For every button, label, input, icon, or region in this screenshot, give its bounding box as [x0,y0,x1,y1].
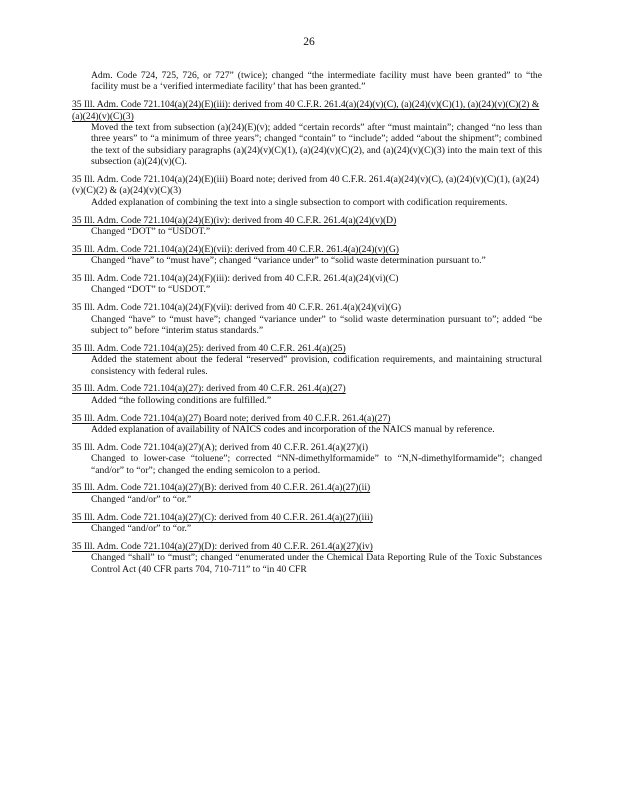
list-item [72,273,542,296]
list-item [72,482,542,505]
change-description: Changed “have” to “must have”; changed “variance under” to “solid waste determination pursuant to.” [91,255,486,267]
list-item [72,442,542,476]
change-description: Added the statement about the federal “reserved” provision, codification requirements, and maintaining structural consistency with federal rules. [91,354,542,377]
continued-description: Adm. Code 724, 725, 726, or 727” (twice); changed “the intermediate facility must have been granted” to “the facility must be a ‘verified intermediate facility’ that has been granted.” [91,70,542,93]
section-citation: 35 Ill. Adm. Code 721.104(a)(24)(F)(vii): derived from 40 C.F.R. 261.4(a)(24)(vi)(G) [72,302,402,314]
list-item [72,99,542,167]
list-item [72,512,542,535]
list-item [72,244,542,267]
change-description: Added explanation of availability of NAICS codes and incorporation of the NAICS manual by reference. [91,424,495,436]
section-citation: 35 Ill. Adm. Code 721.104(a)(27)(B): derived from 40 C.F.R. 261.4(a)(27)(ii) [72,482,371,494]
entry-list [72,99,542,575]
change-description: Moved the text from subsection (a)(24)(E)(v); added “certain records” after “must maintain”; changed “no less than three years” to “a minimum of three years”; changed “contain” to “include”; added “about the shipment”; combined the text of the subsidiary paragraphs (a)(24)(v)(C)(1), (a)(24)(v)(C)(2), and (a)(24)(v)(C)(3) into the main text of this subsection (a)(24)(v)(C). [91,122,542,168]
section-citation: 35 Ill. Adm. Code 721.104(a)(24)(E)(iii) Board note; derived from 40 C.F.R. 261.4(a)(24)(v)(C), (a)(24)(v)(C)(1), (a)(24)(v)(C)(2) & (a)(24)(v)(C)(3) [72,174,540,197]
change-description: Changed “have” to “must have”; changed “variance under” to “solid waste determination pursuant to”; added “be subject to” before “interim status standards.” [91,313,542,337]
change-description: Changed “shall” to “must”; changed “enumerated under the Chemical Data Reporting Rule of the Toxic Substances Control Act (40 CFR parts 704, 710-711” to “in 40 CFR [91,552,542,575]
section-citation: 35 Ill. Adm. Code 721.104(a)(24)(E)(iv): derived from 40 C.F.R. 261.4(a)(24)(v)(D) [72,214,397,226]
section-citation: 35 Ill. Adm. Code 721.104(a)(25): derived from 40 C.F.R. 261.4(a)(25) [72,342,346,354]
list-item [72,413,542,436]
list-item [72,174,542,208]
section-citation: 35 Ill. Adm. Code 721.104(a)(27): derived from 40 C.F.R. 261.4(a)(27) [72,383,346,395]
page-number: 26 [303,36,315,48]
section-citation: 35 Ill. Adm. Code 721.104(a)(24)(F)(iii): derived from 40 C.F.R. 261.4(a)(24)(vi)(C) [72,273,399,285]
section-citation: 35 Ill. Adm. Code 721.104(a)(24)(E)(vii): derived from 40 C.F.R. 261.4(a)(24)(v)(G) [72,243,399,255]
section-citation: 35 Ill. Adm. Code 721.104(a)(27)(A); derived from 40 C.F.R. 261.4(a)(27)(i) [72,441,369,453]
change-description: Changed “DOT” to “USDOT.” [91,226,211,238]
list-item [72,343,542,377]
change-description: Added explanation of combining the text into a single subsection to comport with codification requirements. [91,196,508,208]
section-citation: 35 Ill. Adm. Code 721.104(a)(24)(E)(iii): derived from 40 C.F.R. 261.4(a)(24)(v)(C), (a)(24)(v)(C)(1), (a)(24)(v)(C)(2) & (a)(24)(v)(C)(3) [72,99,540,122]
section-citation: 35 Ill. Adm. Code 721.104(a)(27)(C): derived from 40 C.F.R. 261.4(a)(27)(iii) [72,511,373,523]
change-description: Added “the following conditions are fulfilled.” [91,394,272,406]
change-description: Changed “DOT” to “USDOT.” [91,284,211,296]
list-item [72,383,542,406]
list-item [72,541,542,575]
change-description: Changed to lower-case “toluene”; corrected “NN-dimethylformamide” to “N,N-dimethylformamide”; changed “and/or” to “or”; changed the ending semicolon to a period. [91,453,542,476]
section-citation: 35 Ill. Adm. Code 721.104(a)(27) Board note; derived from 40 C.F.R. 261.4(a)(27) [72,412,391,424]
page-content [72,70,542,582]
change-description: Changed “and/or” to “or.” [91,493,192,505]
section-citation: 35 Ill. Adm. Code 721.104(a)(27)(D): derived from 40 C.F.R. 261.4(a)(27)(iv) [72,540,373,552]
list-item [72,215,542,238]
list-item [72,302,542,336]
change-description: Changed “and/or” to “or.” [91,523,192,535]
